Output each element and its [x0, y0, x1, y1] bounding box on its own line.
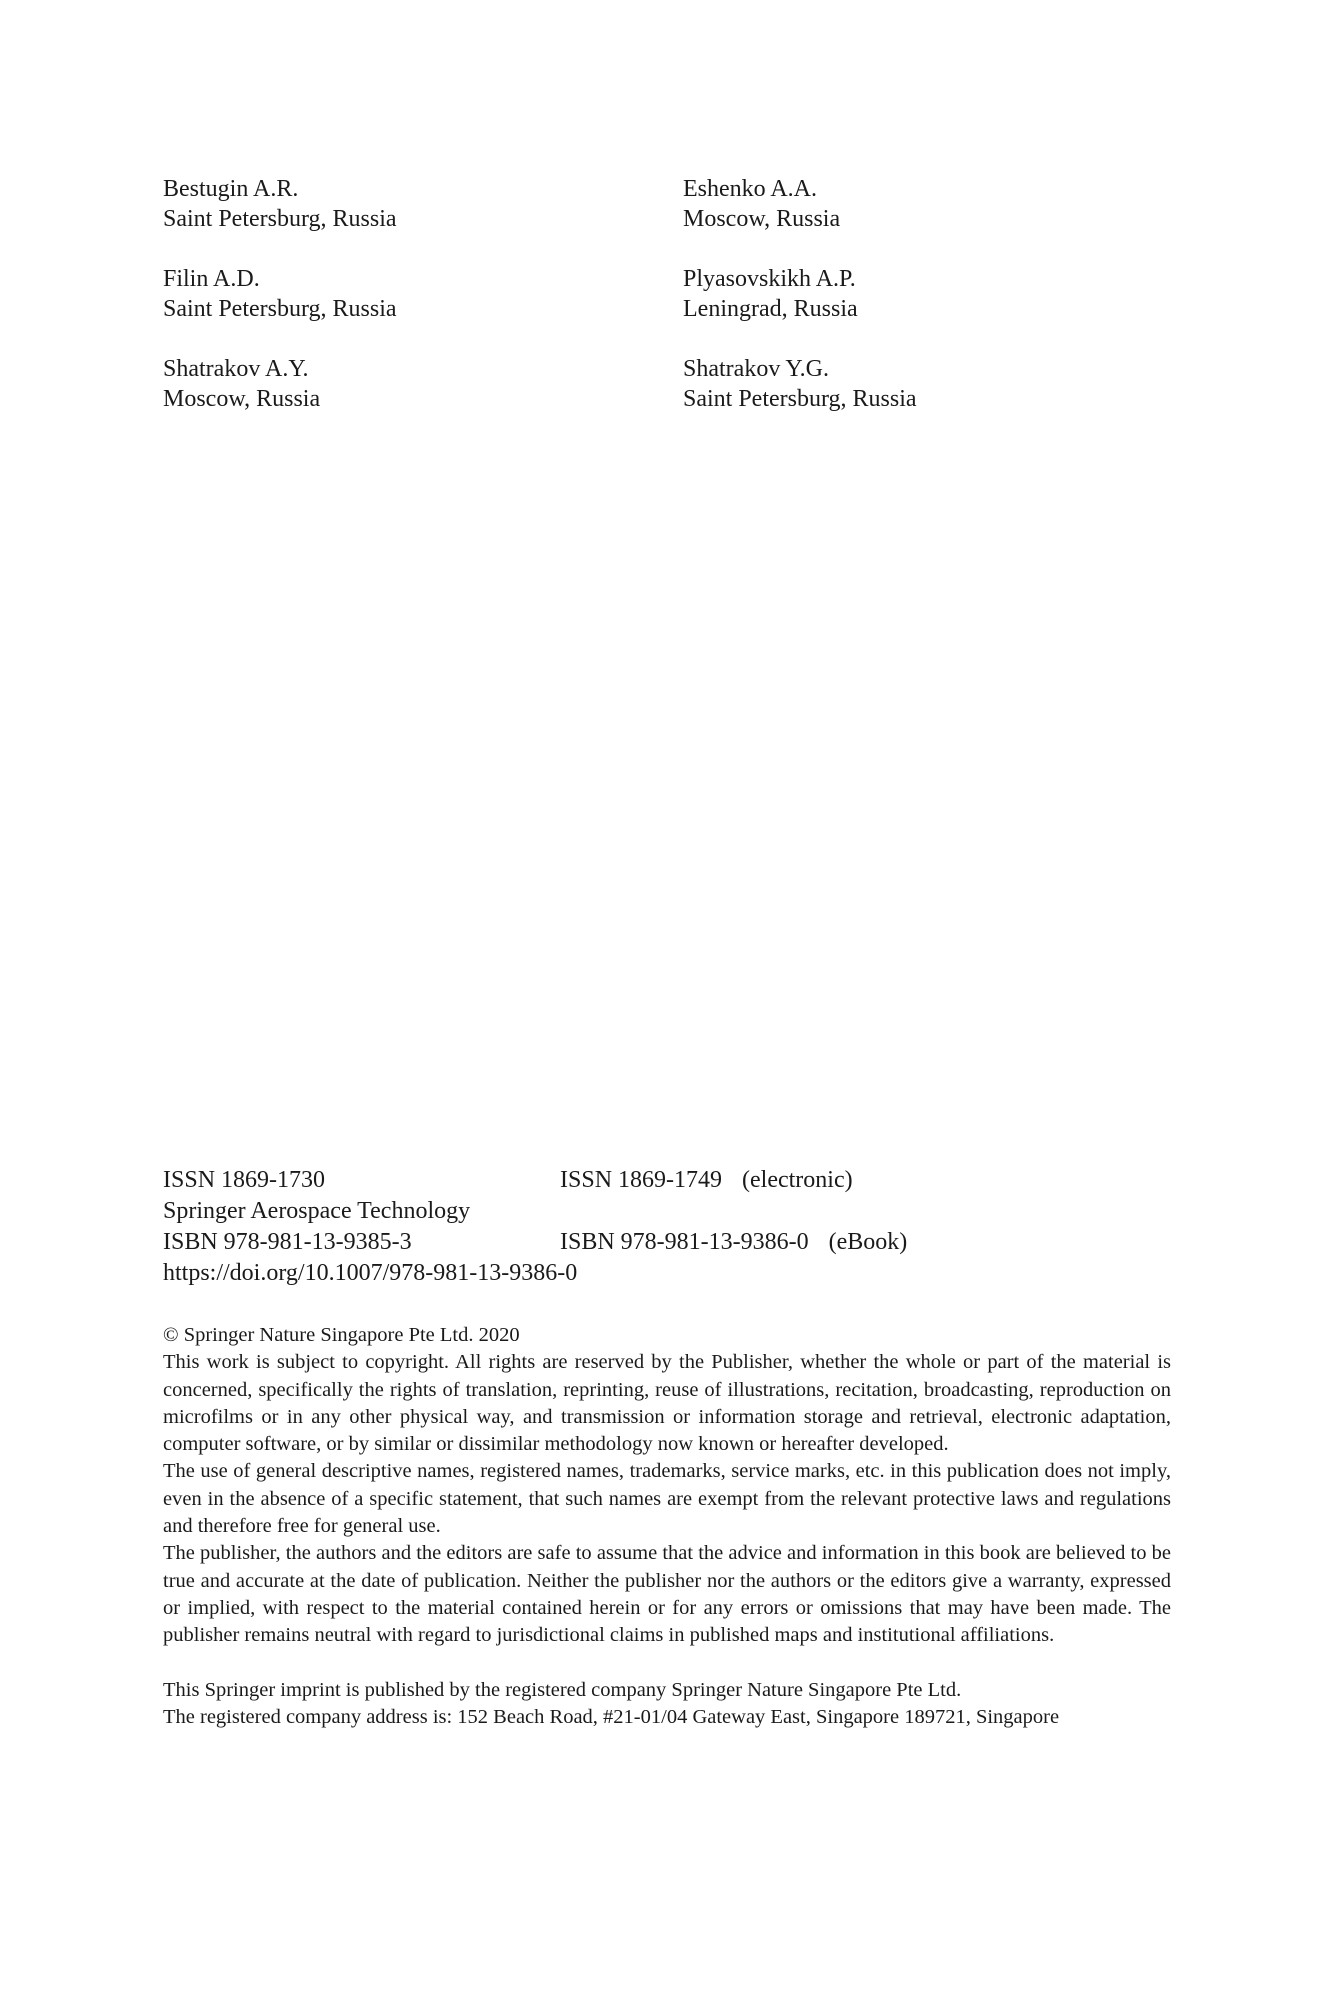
- author-location: Saint Petersburg, Russia: [163, 206, 397, 232]
- issn-row: [163, 1165, 1171, 1196]
- imprint-block: [163, 1165, 1171, 1731]
- isbn-row: [163, 1227, 1171, 1258]
- issn-electronic-label: (electronic): [742, 1167, 853, 1193]
- author-name: Shatrakov A.Y.: [163, 356, 309, 382]
- issn-electronic: ISSN 1869-1749: [560, 1167, 723, 1193]
- doi-row: [163, 1258, 1171, 1289]
- isbn-ebook: ISBN 978-981-13-9386-0: [560, 1229, 809, 1255]
- author-name: Bestugin A.R.: [163, 176, 299, 202]
- author-entry: [163, 174, 683, 234]
- author-entry: [683, 174, 1163, 234]
- author-entry: [683, 264, 1163, 324]
- imprint-line: This Springer imprint is published by the registered company Springer Nature Singapore Pte Ltd.: [163, 1678, 962, 1701]
- author-name: Shatrakov Y.G.: [683, 356, 829, 382]
- author-list: [163, 174, 1163, 414]
- copyright-paragraph: This work is subject to copyright. All rights are reserved by the Publisher, whether the whole or part of the material is concerned, specifically the rights of translation, reprinting, reuse of illustrations, recitation, broadcasting, reproduction on microfilms or in any other physical way, and transmission or information storage and retrieval, electronic adaptation, computer software, or by similar or dissimilar methodology now known or hereafter developed.: [163, 1351, 1171, 1456]
- author-location: Leningrad, Russia: [683, 296, 858, 322]
- copyright-line: © Springer Nature Singapore Pte Ltd. 2020: [163, 1324, 520, 1346]
- doi-link[interactable]: https://doi.org/10.1007/978-981-13-9386-0: [163, 1260, 578, 1286]
- address-line: The registered company address is: 152 Beach Road, #21-01/04 Gateway East, Singapore 189721, Singapore: [163, 1705, 1060, 1728]
- author-entry: [683, 354, 1163, 414]
- isbn-ebook-label: (eBook): [828, 1229, 908, 1255]
- author-name: Eshenko A.A.: [683, 176, 817, 202]
- author-location: Saint Petersburg, Russia: [683, 386, 917, 412]
- trademark-paragraph: The use of general descriptive names, registered names, trademarks, service marks, etc. in this publication does not imply, even in the absence of a specific statement, that such names are exempt from the relevant protective laws and regulations and therefore free for general use.: [163, 1460, 1171, 1538]
- issn-print: ISSN 1869-1730: [163, 1167, 326, 1193]
- series-row: [163, 1196, 1171, 1227]
- author-location: Moscow, Russia: [683, 206, 841, 232]
- isbn-print: ISBN 978-981-13-9385-3: [163, 1229, 412, 1255]
- author-name: Plyasovskikh A.P.: [683, 266, 856, 292]
- author-location: Moscow, Russia: [163, 386, 321, 412]
- author-location: Saint Petersburg, Russia: [163, 296, 397, 322]
- author-name: Filin A.D.: [163, 266, 260, 292]
- identifiers: [163, 1165, 1171, 1289]
- series-title: Springer Aerospace Technology: [163, 1198, 471, 1224]
- disclaimer-paragraph: The publisher, the authors and the editors are safe to assume that the advice and information in this book are believed to be true and accurate at the date of publication. Neither the publisher nor the authors or the editors give a warranty, expressed or implied, with respect to the material contained herein or for any errors or omissions that may have been made. The publisher remains neutral with regard to jurisdictional claims in published maps and institutional affiliations.: [163, 1542, 1171, 1647]
- legal-notice: [163, 1322, 1171, 1731]
- author-entry: [163, 354, 683, 414]
- author-entry: [163, 264, 683, 324]
